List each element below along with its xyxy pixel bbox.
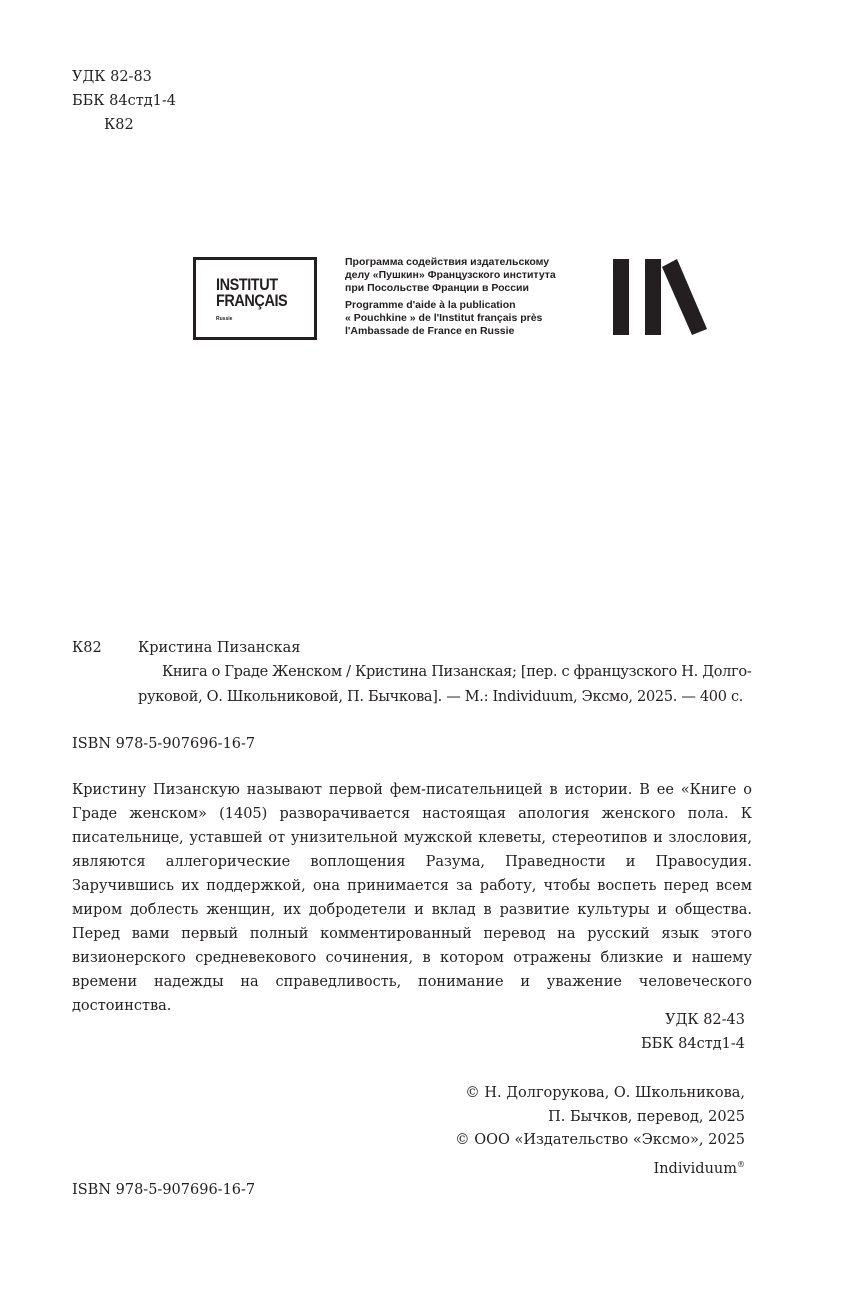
- record-code: К82: [72, 640, 102, 656]
- annotation: Кристину Пизанскую называют первой фем-писательницей в истории. В ее «Книге о Граде женском» (1405) разворачивается настоящая апология женского пола. К писательнице, уставшей от унизительной мужской клеветы, стереотипов и злословия, являются аллегорические воплощения Разума, Праведности и Правосудия. Заручившись их поддержкой, она принимается за работу, чтобы воспеть перед всем миром доблесть женщин, их добродетели и вклад в развитие культуры и общества. Перед вами первый полный комментированный перевод на русский язык этого визионерского средневекового сочинения, в котором отражены близкие и нашему времени надежды на справедливость, понимание и уважение человеческого достоинства.: [72, 782, 752, 1014]
- isbn: ISBN 978-5-907696-16-7: [72, 736, 256, 752]
- bbk: ББК 84стд1-4: [640, 1035, 745, 1052]
- sponsor-ru-line: делу «Пушкин» Французского института: [345, 269, 556, 281]
- publisher-line: [455, 1153, 745, 1181]
- copyright-line: © Н. Долгорукова, О. Школьникова,: [465, 1085, 745, 1101]
- publisher-name: Individuum: [653, 1160, 737, 1177]
- sponsor-ru-line: Программа содействия издательскому: [345, 256, 550, 268]
- institut-francais-logo: [193, 257, 317, 340]
- logo-line: INSTITUT: [216, 275, 278, 294]
- record-line: Книга о Граде Женском / Кристина Пизанская; [пер. с французского Н. Долго-: [162, 664, 752, 680]
- udk: УДК 82-43: [665, 1012, 745, 1028]
- sponsor-fr-line: « Pouchkine » de l'Institut français près: [345, 312, 543, 324]
- isbn-bottom: ISBN 978-5-907696-16-7: [72, 1182, 256, 1198]
- registered-mark: ®: [737, 1159, 745, 1169]
- copyright-line: П. Бычков, перевод, 2025: [548, 1108, 745, 1125]
- udk-header: УДК 82-83: [72, 69, 152, 85]
- logo-sub: Russie: [216, 316, 233, 322]
- logo-line: FRANÇAIS: [216, 291, 288, 310]
- classification-copyright: [455, 1009, 745, 1181]
- copyright-line: © ООО «Издательство «Эксмо», 2025: [455, 1132, 745, 1148]
- sponsor-fr-line: l'Ambassade de France en Russie: [345, 325, 515, 337]
- ik-logo-icon: [613, 259, 707, 335]
- record-author: Кристина Пизанская: [138, 640, 301, 656]
- bbk-header: ББК 84стд1-4: [72, 93, 177, 109]
- sponsor-ru-line: при Посольстве Франции в России: [345, 282, 529, 294]
- author-code-header: К82: [104, 117, 134, 133]
- sponsor-fr-line: Programme d'aide à la publication: [345, 299, 516, 311]
- record-line: руковой, О. Школьниковой, П. Бычкова]. — М.: Individuum, Эксмо, 2025. — 400 с.: [138, 689, 744, 705]
- sponsor-text: [345, 256, 556, 338]
